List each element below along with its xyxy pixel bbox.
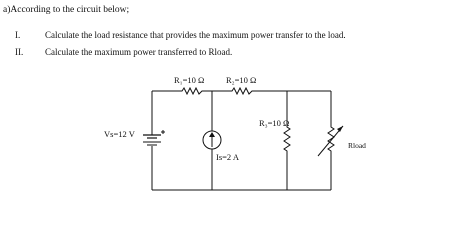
r2-label: R₂=10 Ω [226,75,257,85]
current-source-icon [203,131,221,149]
question-text-2: Calculate the maximum power transferred to Rload. [45,47,233,57]
question-heading: a)According to the circuit below; [3,5,130,15]
r3-branch-wire [284,91,290,190]
is-label: Is=2 A [216,152,239,162]
voltage-source-icon [143,130,165,145]
question-number-1: I. [15,30,21,40]
top-wire [152,88,331,94]
rload-label: Rload [348,141,366,150]
rload-arrow-head [337,126,343,132]
vs-label: Vs=12 V [104,129,135,139]
r1-label: R₁=10 Ω [174,75,205,85]
r3-label: R₃=10 Ω [259,118,290,128]
question-number-2: II. [15,47,24,57]
question-text-1: Calculate the load resistance that provides the maximum power transfer to the load. [45,30,346,40]
